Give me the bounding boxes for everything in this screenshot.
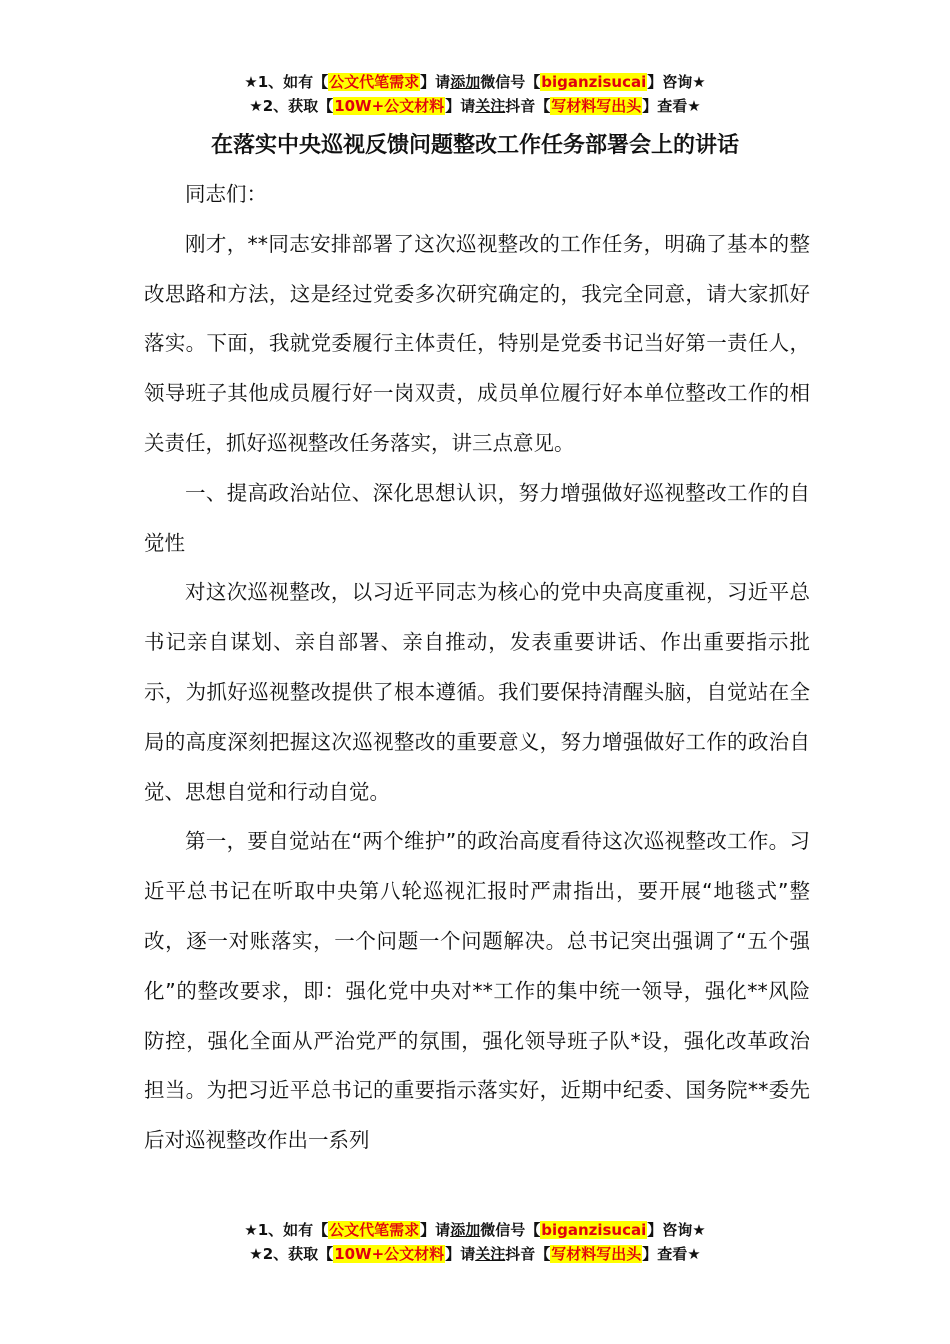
promo-text: 抖音【 — [505, 1245, 551, 1263]
promo-text: ★2、获取【 — [249, 97, 334, 115]
paragraph: 第一，要自觉站在“两个维护”的政治高度看待这次巡视整改工作。习近平总书记在听取中央第八轮巡视汇报时严肃指出，要开展“地毯式”整改，逐一对账落实，一个问题一个问题解决。总书记突出强调了“五个强化”的整改要求，即：强化党中央对**工作的集中统一领导，强化**风险防控，强化全面从严治党严的氛围，强化领导班子队*设，强化改革政治担当。为把习近平总书记的重要指示落实好，近期中纪委、国务院**委先后对巡视整改作出一系列 — [144, 829, 810, 1153]
paragraph: 刚才，**同志安排部署了这次巡视整改的工作任务，明确了基本的整改思路和方法，这是经过党委多次研究确定的，我完全同意，请大家抓好落实。下面，我就党委履行主体责任，特别是党委书记当好第一责任人，领导班子其他成员履行好一岗双责，成员单位履行好本单位整改工作的相关责任，抓好巡视整改任务落实，讲三点意见。 — [144, 231, 810, 455]
promo-underlined: 添加 — [450, 1221, 481, 1239]
promo-banner-top — [0, 70, 950, 118]
promo-text: 微信号【 — [480, 73, 541, 91]
promo-banner-bottom — [0, 1218, 950, 1266]
promo-line-2 — [0, 94, 950, 118]
promo-text: 】查看★ — [642, 1245, 701, 1263]
salutation: 同志们： — [185, 182, 267, 206]
paragraph: 对这次巡视整改，以习近平同志为核心的党中央高度重视，习近平总书记亲自谋划、亲自部署、亲自推动，发表重要讲话、作出重要指示批示，为抓好巡视整改提供了根本遵循。我们要保持清醒头脑，自觉站在全局的高度深刻把握这次巡视整改的重要意义，努力增强做好工作的政治自觉、思想自觉和行动自觉。 — [144, 580, 810, 804]
promo-text: 微信号【 — [480, 1221, 541, 1239]
document-title: 在落实中央巡视反馈问题整改工作任务部署会上的讲话 — [210, 133, 739, 158]
promo-text: 】查看★ — [642, 97, 701, 115]
promo-underlined: 关注 — [475, 1245, 506, 1263]
section-heading: 一、提高政治站位、深化思想认识，努力增强做好巡视整改工作的自觉性 — [144, 480, 810, 555]
promo-text: 】请 — [420, 1221, 451, 1239]
document-body — [144, 170, 810, 1166]
promo-text: ★1、如有【 — [244, 1221, 329, 1239]
promo-highlight: 公文代笔需求 — [329, 1221, 420, 1239]
promo-highlight: biganzisucai — [541, 1221, 647, 1239]
promo-text: 】咨询★ — [647, 73, 706, 91]
promo-text: 】请 — [420, 73, 451, 91]
promo-text: 】请 — [445, 1245, 476, 1263]
promo-text: 抖音【 — [505, 97, 551, 115]
promo-underlined: 添加 — [450, 73, 481, 91]
promo-highlight: 公文代笔需求 — [329, 73, 420, 91]
promo-highlight: biganzisucai — [541, 73, 647, 91]
promo-text: ★1、如有【 — [244, 73, 329, 91]
promo-text: 】咨询★ — [647, 1221, 706, 1239]
promo-underlined: 关注 — [475, 97, 506, 115]
promo-line-1 — [0, 1218, 950, 1242]
promo-text: ★2、获取【 — [249, 1245, 334, 1263]
promo-highlight: 10W+公文材料 — [334, 1245, 445, 1263]
promo-highlight: 10W+公文材料 — [334, 97, 445, 115]
promo-text: 】请 — [445, 97, 476, 115]
promo-line-1 — [0, 70, 950, 94]
promo-highlight: 写材料写出头 — [551, 1245, 642, 1263]
promo-highlight: 写材料写出头 — [551, 97, 642, 115]
promo-line-2 — [0, 1242, 950, 1266]
